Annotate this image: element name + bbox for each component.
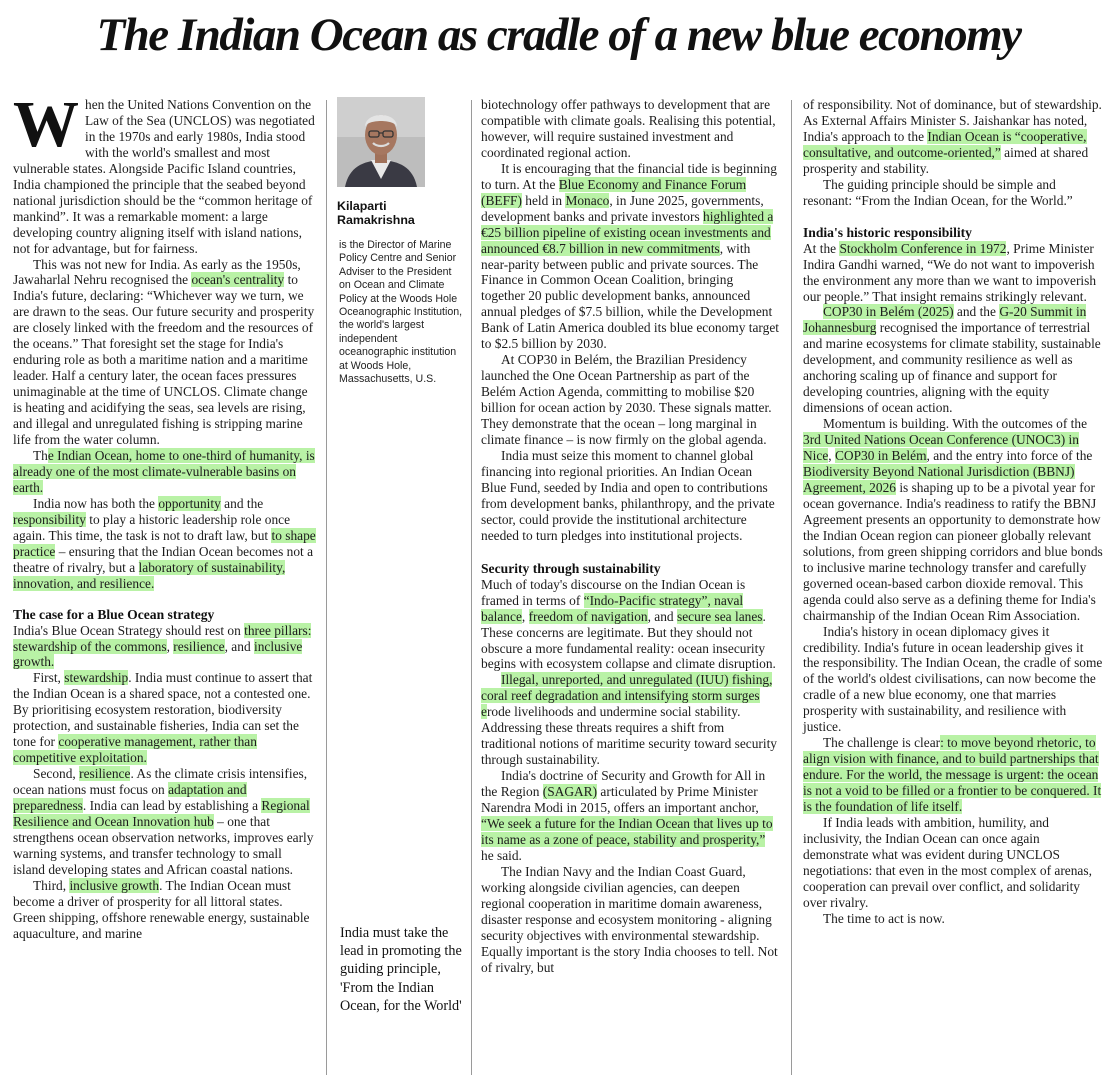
- highlight: responsibility: [13, 511, 86, 527]
- highlight: highlighted a €25 billion pipeline of existing ocean investments and announced €8.7 billion in new commitments: [481, 208, 774, 256]
- highlight: cooperative management, rather than competitive exploitation.: [13, 734, 257, 766]
- paragraph: The guiding principle should be simple and resonant: “From the Indian Ocean, for the World.”: [803, 176, 1073, 208]
- paragraph: of responsibility. Not of dominance, but of stewardship. As External Affairs Minister S. Jaishankar has noted, India's approach to the Indian Ocean is “cooperative, consultative, and outcome-oriented,” aimed at shared prosperity and stability.: [803, 97, 1102, 176]
- highlight: Indian Ocean is “cooperative, consultative, and outcome-oriented,”: [803, 128, 1087, 160]
- highlight: G-20 Summit in Johannesburg: [803, 304, 1087, 336]
- highlight: freedom of navigation: [528, 608, 648, 624]
- paragraph: COP30 in Belém (2025) and the G-20 Summit in Johannesburg recognised the importance of terrestrial and marine ecosystems for climate stability, sustainable development, and community resilience as well as anchoring scaling up of finance and support for developing countries, aligning with the equity dimensions of ocean action.: [803, 304, 1101, 416]
- highlight: opportunity: [158, 495, 221, 511]
- highlight: resilience: [79, 766, 131, 782]
- highlight: “Indo-Pacific strategy”, naval balance: [481, 592, 744, 624]
- paragraph: Third, inclusive growth. The Indian Ocean must become a driver of prosperity for all littoral states. Green shipping, offshore renewable energy, sustainable aquaculture, and marine: [13, 877, 310, 941]
- paragraph: India's Blue Ocean Strategy should rest on three pillars: stewardship of the commons, resilience, and inclusive growth.: [13, 622, 312, 670]
- highlight: Regional Resilience and Ocean Innovation hub: [13, 798, 310, 829]
- paragraph: If India leads with ambition, humility, and inclusivity, the Indian Ocean can once again demonstrate what was evident during UNCLOS negotiations: that even in the most complex of arenas, cooperation can prevail over conflict, and solidarity over rivalry.: [803, 814, 1092, 910]
- highlight: secure sea lanes: [676, 608, 763, 624]
- pull-quote: India must take the lead in promoting the guiding principle, 'From the Indian Ocean, for the World': [340, 925, 462, 1014]
- paragraph: Momentum is building. With the outcomes of the 3rd United Nations Ocean Conference (UNOC3) in Nice, COP30 in Belém, and the entry into force of the Biodiversity Beyond National Jurisdiction (BBNJ) Agreement, 2026 is shaping up to be a pivotal year for ocean governance. India's readiness to ratify the BBNJ Agreement presents an opportunity to demonstrate how the Indian Ocean region can pioneer globally relevant solutions, from green shipping corridors and blue bonds to inclusive marine technology transfer and carefully governed ocean-based carbon dioxide removal. This agenda could also serve as a defining theme for India's chairmanship of the Indian Ocean Rim Association.: [803, 416, 1103, 623]
- highlight: laboratory of sustainability, innovation, and resilience.: [13, 559, 286, 591]
- paragraph: First, stewardship. India must continue to assert that the Indian Ocean is a shared space, not a contested one. By prioritising ecosystem restoration, biodiversity protection, and sustainable fisheries, India can set the tone for cooperative management, rather than competitive exploitation.: [13, 670, 313, 766]
- section-heading: Security through sustainability: [481, 560, 661, 576]
- highlight: COP30 in Belém (2025): [823, 304, 954, 320]
- column-divider: [471, 100, 472, 1075]
- paragraph: When the United Nations Convention on the Law of the Sea (UNCLOS) was negotiated in the 1970s and early 1980s, India stood with the world's smallest and most vulnerable states. Alongside Pacific Island countries, India championed the principle that the seabed beyond national jurisdiction should be the “common heritage of mankind”. It was a remarkable moment: a large developing country aligning itself with island nations, not for advantage, but for fairness.: [13, 88, 315, 256]
- column-divider: [791, 100, 792, 1075]
- section-heading: The case for a Blue Ocean strategy: [13, 606, 215, 622]
- paragraph: The challenge is clear: to move beyond rhetoric, to align vision with finance, and to build partnerships that endure. For the world, the message is urgent: the ocean is not a void to be filled or a frontier to be conquered. It is the foundation of life itself.: [803, 735, 1102, 815]
- author-bio: is the Director of Marine Policy Centre and Senior Adviser to the President on Ocean and Climate Policy at the Woods Hole Oceanographic Institution, the world's largest independent oceanographic institution at Woods Hole, Massachusetts, U.S.: [339, 239, 463, 386]
- highlight: COP30 in Belém: [834, 448, 927, 464]
- column-divider: [326, 100, 327, 1075]
- highlight: stewardship: [64, 670, 129, 686]
- paragraph: India's doctrine of Security and Growth for All in the Region (SAGAR) articulated by Prime Minister Narendra Modi in 2015, offers an important anchor, “We seek a future for the Indian Ocean that lives up to its name as a zone of peace, stability and prosperity,” he said.: [481, 768, 773, 863]
- paragraph: Much of today's discourse on the Indian Ocean is framed in terms of “Indo-Pacific strategy”, naval balance, freedom of navigation, and secure sea lanes. These concerns are legitimate. But they should not obscure a more fundamental reality: ocean insecurity begins with ecosystem collapse and climate disruption.: [481, 576, 776, 672]
- paragraph: biotechnology offer pathways to development that are compatible with climate goals. Realising this potential, however, will require sustained investment and coordinated regional action.: [481, 97, 776, 160]
- paragraph: India's history in ocean diplomacy gives it credibility. India's future in ocean leadership gives it the responsibility. The Indian Ocean, the cradle of some of the world's oldest civilisations, can now become the cradle of a new blue economy, one that marries prosperity with sustainability, and resilience with justice.: [803, 623, 1103, 735]
- paragraph: It is encouraging that the financial tide is beginning to turn. At the Blue Economy and Finance Forum (BEFF) held in Monaco, in June 2025, governments, development banks and private investors highlighted a €25 billion pipeline of existing ocean investments and announced €8.7 billion in new commitments, with near-parity between public and private sources. The Finance in Common Ocean Coalition, bringing together 20 public development banks, announced annual pledges of $7.5 billion, while the Development Bank of Latin America doubled its blue economy target to $2.5 billion by 2030.: [481, 160, 779, 352]
- highlight: Blue Economy and Finance Forum (BEFF): [481, 176, 747, 208]
- headline: The Indian Ocean as cradle of a new blue economy: [96, 9, 1021, 61]
- highlight: to shape practice: [13, 527, 316, 559]
- paragraph: At the Stockholm Conference in 1972, Prime Minister Indira Gandhi warned, “We do not want to impoverish the environment any more than we want to impoverish our people.” That insight remains strikingly relevant.: [803, 240, 1097, 304]
- article-column-1: [13, 88, 316, 942]
- paragraph: Second, resilience. As the climate crisis intensifies, ocean nations must focus on adaptation and preparedness. India can lead by establishing a Regional Resilience and Ocean Innovation hub – one that strengthens ocean observation networks, improves early warning systems, and transfer technology to small island developing states and African coastal nations.: [13, 766, 314, 877]
- highlight: undation of life itself.: [846, 799, 963, 815]
- paragraph: The Indian Navy and the Indian Coast Guard, working alongside civilian agencies, can deepen regional cooperation in maritime domain awareness, disaster response and ecosystem monitoring - aligning security objectives with environmental stewardship. Equally important is the story India chooses to tell. Not of rivalry, but: [481, 863, 778, 975]
- highlight: Monaco: [565, 192, 610, 208]
- drop-cap: W: [13, 88, 79, 161]
- highlight: Biodiversity Beyond National Jurisdiction (BBNJ) Agreement, 2026: [803, 464, 1075, 495]
- highlight: “We seek a future for the Indian Ocean that lives up to its name as a zone of peace, stability and prosperity,”: [481, 815, 773, 847]
- highlight: inclusive growth.: [13, 638, 303, 670]
- highlight: ocean's centrality: [191, 272, 285, 288]
- highlight: adaptation and preparedness: [13, 782, 247, 814]
- highlight: resilience: [173, 638, 225, 654]
- paragraph: Illegal, unreported, and unregulated (IUU) fishing, coral reef degradation and intensifying storm surges erode livelihoods and undermine social stability. Addressing these threats requires a shift from traditional notions of maritime security toward security through sustainability.: [481, 672, 778, 768]
- author-name: Kilaparti Ramakrishna: [337, 199, 415, 227]
- highlight: (SAGAR): [542, 784, 598, 800]
- article-column-4: [803, 97, 1103, 927]
- paragraph: India must seize this moment to channel global financing into regional priorities. An Indian Ocean Blue Fund, seeded by India and open to contributions from development banks, philanthropy, and the private sector, could provide the institutional architecture needed to turn pledges into institutional projects.: [481, 447, 775, 543]
- author-box: [337, 97, 463, 386]
- paragraph: This was not new for India. As early as the 1950s, Jawaharlal Nehru recognised the ocean's centrality to India's future, declaring: “Whichever way we turn, we are drawn to the seas. Our future security and prosperity are closely linked with the freedom and the resources of the oceans.” That foresight set the stage for India's enduring role as both a maritime nation and a maritime leader. Half a century later, the ocean faces pressures unimaginable at the time of UNCLOS. Climate change is heating and acidifying the seas, sea levels are rising, and illegal and unregulated fishing is stripping marine life from the water column.: [13, 256, 315, 448]
- paragraph: The time to act is now.: [823, 910, 945, 926]
- highlight: 3rd United Nations Ocean Conference (UNOC3) in Nice: [803, 432, 1079, 464]
- highlight: three pillars: stewardship of the commons: [13, 622, 312, 654]
- paragraph: India now has both the opportunity and the responsibility to play a historic leadership role once again. This time, the task is not to draft law, but to shape practice – ensuring that the Indian Ocean becomes not a theatre of rivalry, but a laboratory of sustainability, innovation, and resilience.: [13, 495, 316, 591]
- paragraph: The Indian Ocean, home to one-third of humanity, is already one of the most climate-vulnerable basins on earth.: [13, 447, 315, 495]
- paragraph: At COP30 in Belém, the Brazilian Presidency launched the One Ocean Partnership as part of the Belém Action Agenda, committing to mobilise $20 billion for ocean action by 2030. These signals matter. They demonstrate that the ocean – long marginal in climate finance – is now firmly on the global agenda.: [481, 352, 772, 448]
- article-column-3: [481, 97, 779, 976]
- highlight: inclusive growth: [69, 877, 160, 893]
- highlight: : to move beyond rhetoric, to align vision with finance, and to build partnerships that endure. For the world, the message is urgent: the ocean is not a void to be filled or a frontier to be conquered. It is the fo: [803, 735, 1102, 815]
- highlight: Stockholm Conference in 1972: [839, 240, 1007, 256]
- section-heading: India's historic responsibility: [803, 224, 972, 240]
- highlight: e Indian Ocean, home to one-third of humanity, is already one of the most climate-vulnerable basins on earth.: [13, 447, 315, 495]
- author-photo: [337, 97, 425, 187]
- highlight: Illegal, unreported, and unregulated (IUU) fishing, coral reef degradation and intensifying storm surges e: [481, 672, 773, 720]
